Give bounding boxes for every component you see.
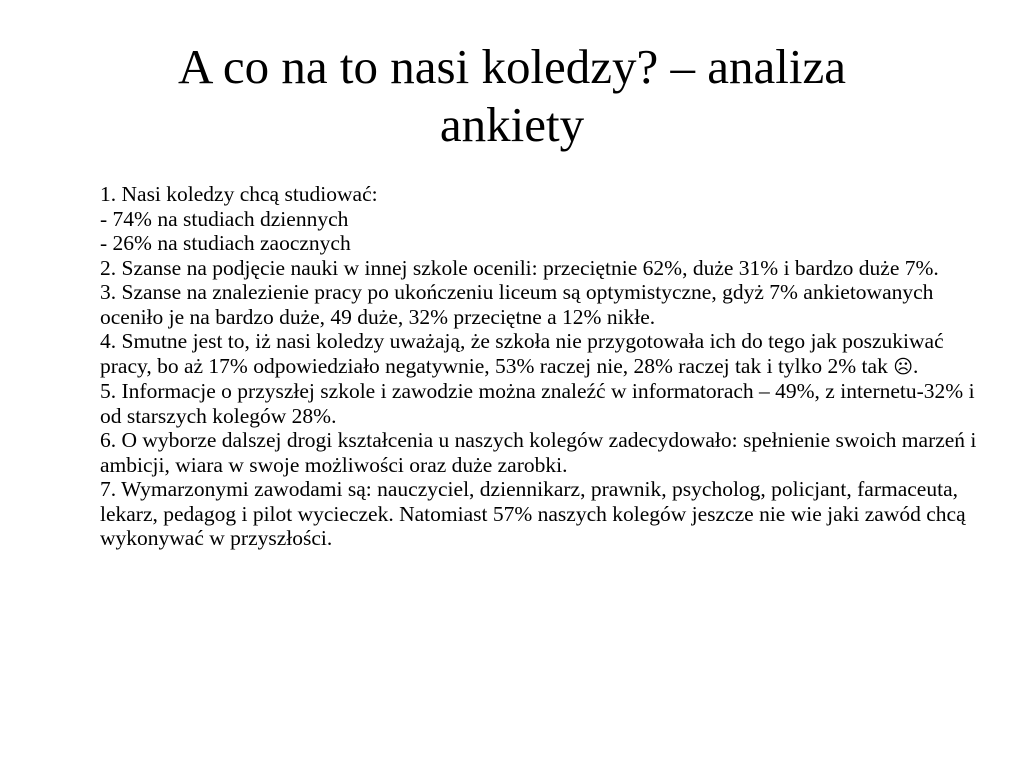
point-6: 6. O wyborze dalszej drogi kształcenia u naszych kolegów zadecydowało: spełnienie swoich marzeń i ambicji, wiara w swoje możliwości oraz duże zarobki.: [100, 428, 977, 477]
point-4-text: 4. Smutne jest to, iż nasi koledzy uważają, że szkoła nie przygotowała ich do tego jak poszukiwać pracy, bo aż 17% odpowiedziało negatywnie, 53% raczej nie, 28% raczej tak i tylko 2% tak: [100, 329, 944, 378]
frown-face-icon: ☹: [893, 355, 914, 378]
slide-title-line-2: ankiety: [439, 97, 585, 152]
point-4: [100, 329, 980, 379]
point-1-heading: 1. Nasi koledzy chcą studiować:: [100, 182, 378, 206]
point-5: 5. Informacje o przyszłej szkole i zawodzie można znaleźć w informatorach – 49%, z internetu-32% i od starszych kolegów 28%.: [100, 379, 975, 428]
point-1-daily-studies: - 74% na studiach dziennych: [100, 206, 349, 231]
point-3: 3. Szanse na znalezienie pracy po ukończeniu liceum są optymistyczne, gdyż 7% ankietowanych oceniło je na bardzo duże, 49 duże, 32% przeciętne a 12% nikłe.: [100, 280, 934, 329]
point-4-end: .: [913, 353, 919, 378]
slide-title-line-1: A co na to nasi koledzy? – analiza: [177, 39, 847, 94]
point-1-extramural-studies: - 26% na studiach zaocznych: [100, 231, 351, 255]
point-7: 7. Wymarzonymi zawodami są: nauczyciel, dziennikarz, prawnik, psycholog, policjant, farmaceuta, lekarz, pedagog i pilot wycieczek. Natomiast 57% naszych kolegów jeszcze nie wie jaki zawód chcą wykonywać w przyszłości.: [100, 477, 966, 550]
slide-body: [100, 182, 980, 551]
slide-title: [60, 38, 964, 154]
point-2: 2. Szanse na podjęcie nauki w innej szkole ocenili: przeciętnie 62%, duże 31% i bardzo duże 7%.: [100, 255, 939, 280]
